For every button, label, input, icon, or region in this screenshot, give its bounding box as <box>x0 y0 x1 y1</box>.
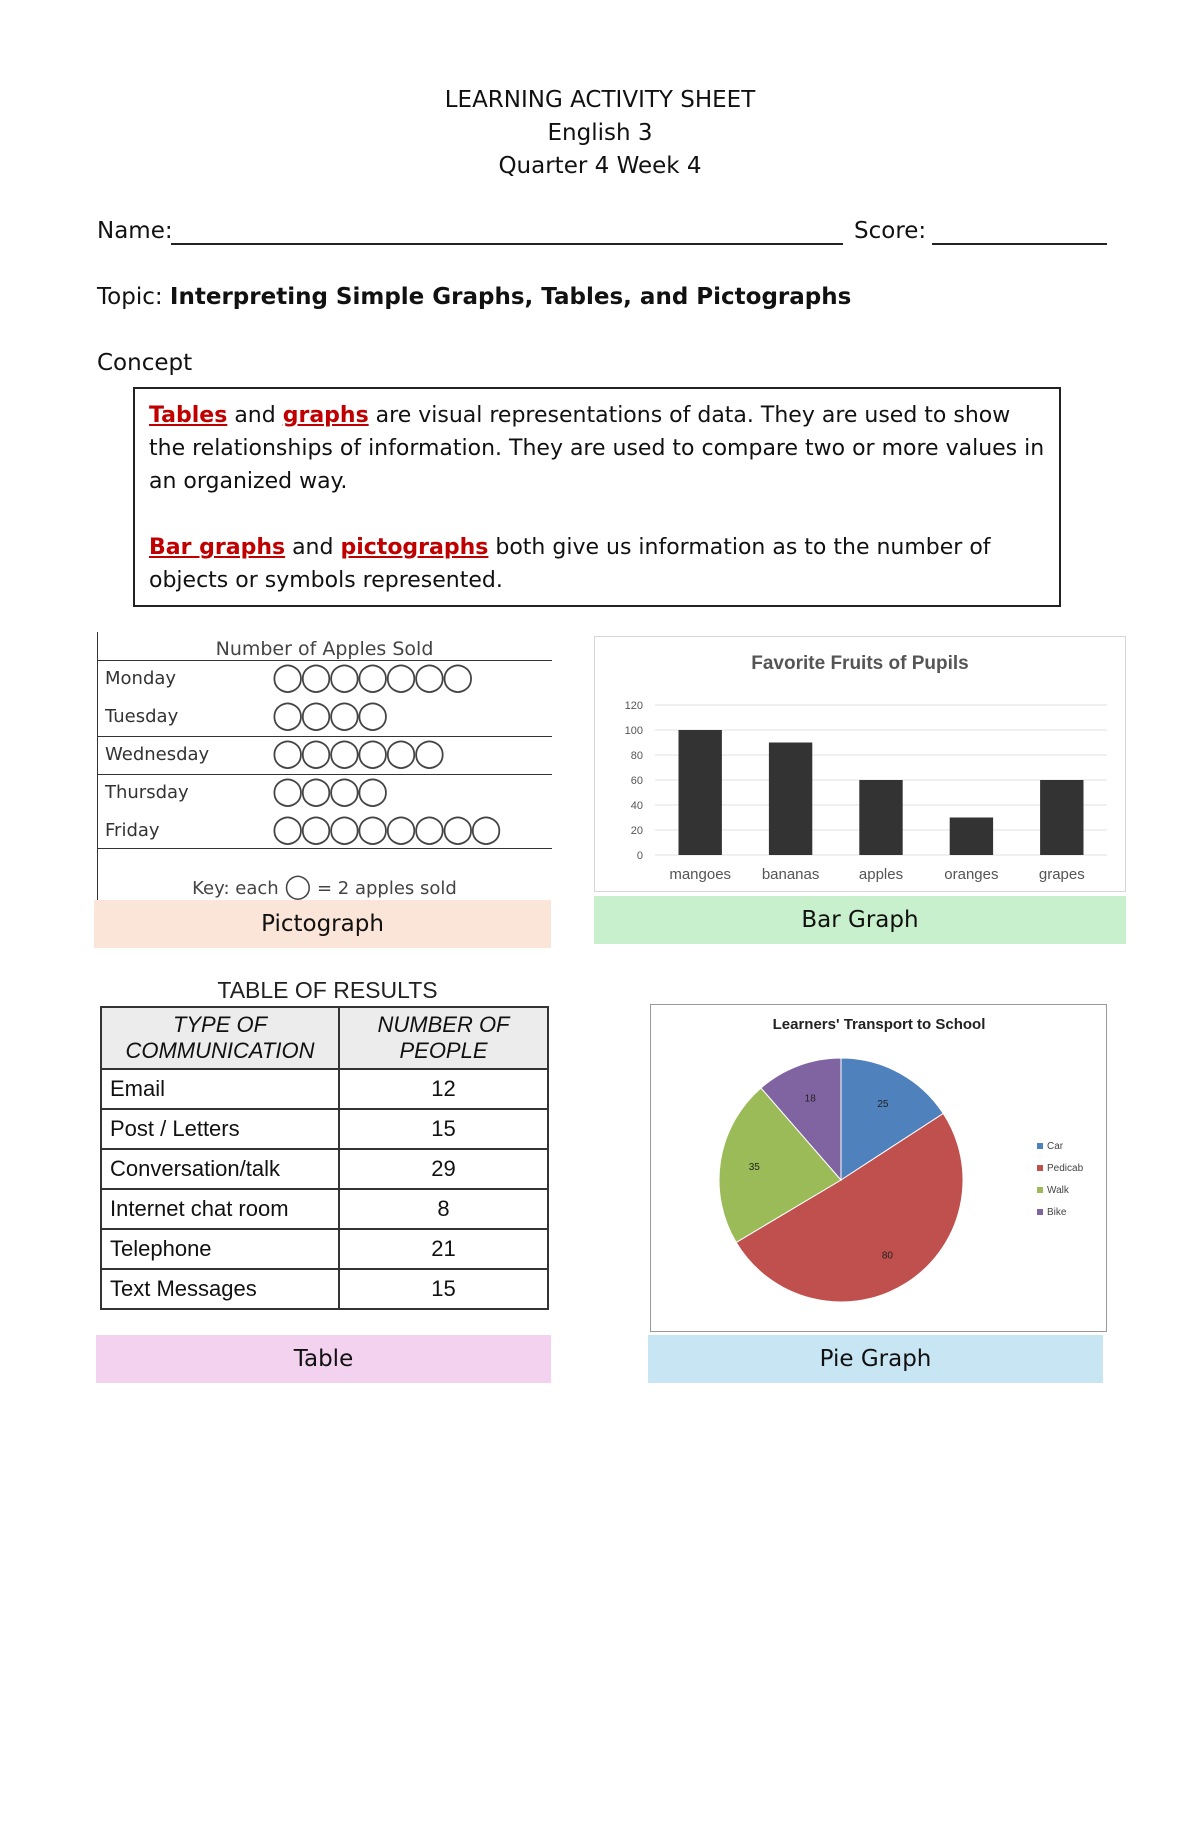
apple-icon: ◯ <box>272 660 301 693</box>
y-tick-label: 20 <box>630 825 643 837</box>
legend-label: Walk <box>1047 1185 1069 1196</box>
apple-icon: ◯ <box>357 698 386 731</box>
legend-label: Pedicab <box>1047 1163 1084 1174</box>
bar <box>950 818 993 856</box>
communication-type-cell: Internet chat room <box>101 1189 339 1229</box>
pictograph-border <box>97 632 98 900</box>
concept-text: are visual representations of data. They are used to show the relationships of information. They are used to compare two or more values in an organized way. <box>149 403 1045 494</box>
pie-chart-svg <box>651 1005 1106 1331</box>
y-tick-label: 0 <box>636 850 643 862</box>
concept-text: and <box>227 403 283 428</box>
table-title: TABLE OF RESULTS <box>217 977 438 1003</box>
legend-label: Car <box>1047 1141 1064 1152</box>
apple-icon: ◯ <box>357 812 386 845</box>
concept-box <box>133 387 1061 607</box>
legend-swatch <box>1037 1187 1043 1193</box>
pictograph-day-label: Friday <box>105 820 160 841</box>
bar <box>1040 780 1083 855</box>
people-count-cell: 15 <box>339 1109 548 1149</box>
concept-text: and <box>285 535 341 560</box>
apple-icon: ◯ <box>328 698 358 731</box>
name-score-row <box>97 218 1117 252</box>
topic-label: Topic: <box>97 284 163 310</box>
x-tick-label: bananas <box>761 866 820 883</box>
score-field[interactable] <box>932 243 1107 245</box>
pie-graph-label: Pie Graph <box>648 1335 1103 1383</box>
apple-icon: ◯ <box>300 774 329 807</box>
apple-icon: ◯ <box>385 660 414 693</box>
apple-icon: ◯ <box>300 812 329 845</box>
apple-icon: ◯ <box>328 774 358 807</box>
table-row <box>101 1149 548 1189</box>
apple-icon: ◯ <box>272 774 301 807</box>
divider <box>97 848 552 849</box>
pie-chart-title: Learners' Transport to School <box>772 1016 986 1033</box>
table-row <box>101 1269 548 1309</box>
pie-value-label: 80 <box>881 1250 893 1262</box>
y-tick-label: 60 <box>630 775 643 787</box>
apple-icons-row <box>272 738 442 768</box>
legend-swatch <box>1037 1143 1043 1149</box>
apple-icon: ◯ <box>357 736 386 769</box>
table-row <box>101 1229 548 1269</box>
y-tick-label: 100 <box>624 725 643 737</box>
bar <box>679 730 722 855</box>
legend-label: Bike <box>1047 1207 1067 1218</box>
x-tick-label: mangoes <box>669 866 732 883</box>
apple-icon: ◯ <box>413 812 443 845</box>
table-row <box>101 1109 548 1149</box>
col-count-header: NUMBER OF PEOPLE <box>339 1007 548 1069</box>
pictograph-day-label: Thursday <box>105 782 189 803</box>
communication-type-cell: Email <box>101 1069 339 1109</box>
key-prefix: Key: each <box>192 878 279 899</box>
pictograph-label: Pictograph <box>94 900 551 948</box>
keyword-pictographs: pictographs <box>340 535 489 560</box>
apple-icon: ◯ <box>284 872 312 900</box>
bar-chart <box>594 636 1126 892</box>
y-tick-label: 80 <box>630 750 643 762</box>
col-type-header: TYPE OF COMMUNICATION <box>101 1007 339 1069</box>
bar <box>769 743 812 856</box>
results-table <box>100 1006 549 1310</box>
people-count-cell: 29 <box>339 1149 548 1189</box>
pictograph-key <box>97 872 552 900</box>
apple-icon: ◯ <box>300 660 329 693</box>
apple-icons-row <box>272 662 470 692</box>
bar-chart-title: Favorite Fruits of Pupils <box>751 653 969 674</box>
table-header-row <box>101 1007 548 1069</box>
pictograph-day-label: Tuesday <box>105 706 179 727</box>
apple-icon: ◯ <box>328 736 358 769</box>
concept-heading: Concept <box>97 350 193 376</box>
table-label: Table <box>96 1335 551 1383</box>
score-label: Score: <box>854 218 927 244</box>
x-tick-label: apples <box>858 866 904 883</box>
people-count-cell: 21 <box>339 1229 548 1269</box>
communication-type-cell: Conversation/talk <box>101 1149 339 1189</box>
y-tick-label: 120 <box>624 700 643 712</box>
key-suffix: = 2 apples sold <box>317 878 457 899</box>
apple-icon: ◯ <box>357 660 386 693</box>
apple-icon: ◯ <box>300 698 329 731</box>
legend-swatch <box>1037 1165 1043 1171</box>
keyword-bar-graphs: Bar graphs <box>149 535 286 560</box>
apple-icon: ◯ <box>272 812 301 845</box>
apple-icon: ◯ <box>385 736 414 769</box>
topic-value: Interpreting Simple Graphs, Tables, and Pictographs <box>169 284 852 310</box>
apple-icon: ◯ <box>357 774 386 807</box>
keyword-tables: Tables <box>149 403 228 428</box>
apple-icon: ◯ <box>328 660 358 693</box>
apple-icon: ◯ <box>272 736 301 769</box>
pie-value-label: 25 <box>877 1098 889 1110</box>
apple-icon: ◯ <box>470 812 499 845</box>
x-tick-label: oranges <box>944 866 999 883</box>
communication-type-cell: Text Messages <box>101 1269 339 1309</box>
apple-icon: ◯ <box>413 660 443 693</box>
name-field[interactable] <box>171 243 843 245</box>
apple-icon: ◯ <box>272 698 301 731</box>
concept-text: both give us information as to the number of objects or symbols represented. <box>149 535 991 593</box>
legend-swatch <box>1037 1209 1043 1215</box>
pictograph-day-label: Monday <box>105 668 177 689</box>
communication-type-cell: Post / Letters <box>101 1109 339 1149</box>
sheet-title: LEARNING ACTIVITY SHEET <box>444 87 756 113</box>
bar-graph-label: Bar Graph <box>594 896 1126 944</box>
communication-type-cell: Telephone <box>101 1229 339 1269</box>
name-label: Name: <box>97 218 173 244</box>
pie-value-label: 18 <box>804 1093 816 1105</box>
x-tick-label: grapes <box>1038 866 1085 883</box>
apple-icons-row <box>272 776 385 806</box>
concept-paragraph-1 <box>149 399 1045 498</box>
apple-icon: ◯ <box>442 812 471 845</box>
people-count-cell: 15 <box>339 1269 548 1309</box>
topic-line <box>97 284 851 310</box>
people-count-cell: 8 <box>339 1189 548 1229</box>
apple-icons-row <box>272 700 385 730</box>
bar <box>859 780 902 855</box>
concept-paragraph-2 <box>149 531 1045 597</box>
apple-icon: ◯ <box>328 812 358 845</box>
sheet-header <box>0 84 1200 183</box>
people-count-cell: 12 <box>339 1069 548 1109</box>
subject-line: English 3 <box>547 120 653 146</box>
quarter-week-line: Quarter 4 Week 4 <box>498 153 702 179</box>
pictograph-day-label: Wednesday <box>105 744 210 765</box>
pie-chart <box>650 1004 1107 1332</box>
pictograph-title: Number of Apples Sold <box>215 638 434 660</box>
pie-value-label: 35 <box>748 1162 760 1174</box>
table-row <box>101 1069 548 1109</box>
table-row <box>101 1189 548 1229</box>
apple-icon: ◯ <box>300 736 329 769</box>
y-tick-label: 40 <box>630 800 643 812</box>
apple-icons-row <box>272 814 499 844</box>
bar-chart-svg <box>595 637 1125 891</box>
apple-icon: ◯ <box>442 660 471 693</box>
pictograph <box>97 632 552 900</box>
apple-icon: ◯ <box>413 736 443 769</box>
apple-icon: ◯ <box>385 812 414 845</box>
keyword-graphs: graphs <box>282 403 369 428</box>
